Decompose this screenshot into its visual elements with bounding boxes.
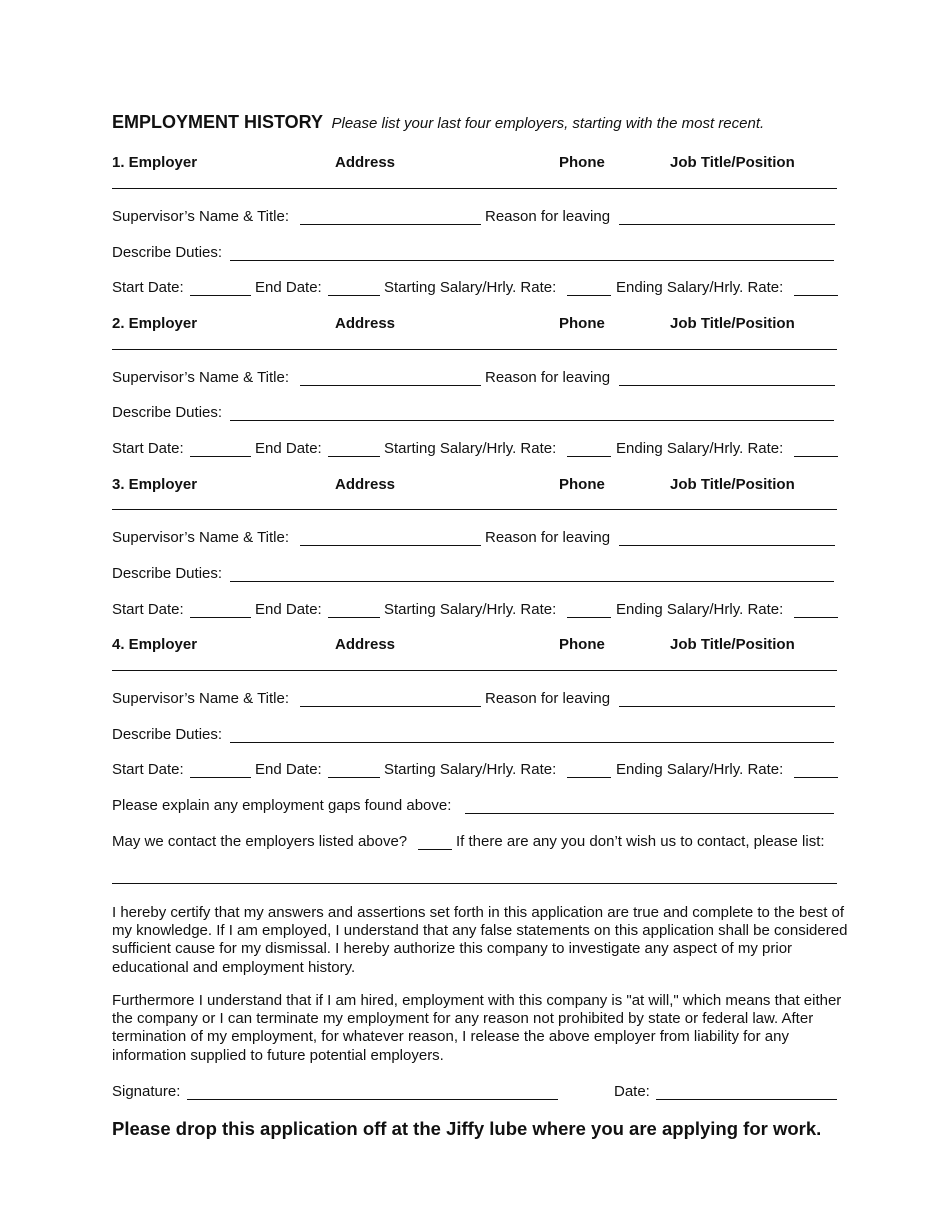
job-title-column-label: Job Title/Position: [670, 476, 795, 493]
form-subtitle: Please list your last four employers, starting with the most recent.: [331, 115, 765, 132]
contact-exceptions-label: If there are any you don’t wish us to contact, please list:: [456, 833, 825, 850]
reason-label: Reason for leaving: [485, 690, 611, 707]
job-title-column-label: Job Title/Position: [670, 154, 795, 171]
supervisor-field[interactable]: [300, 706, 481, 707]
signature-field[interactable]: [187, 1099, 558, 1100]
employer-info-line[interactable]: [112, 509, 837, 510]
start-date-label: Start Date:: [112, 601, 184, 618]
starting-salary-field[interactable]: [567, 617, 611, 618]
supervisor-field[interactable]: [300, 545, 481, 546]
employer-info-line[interactable]: [112, 188, 837, 189]
duties-label: Describe Duties:: [112, 404, 223, 421]
ending-salary-field[interactable]: [794, 295, 838, 296]
duties-field[interactable]: [230, 581, 834, 582]
supervisor-label: Supervisor’s Name & Title:: [112, 690, 290, 707]
ending-salary-field[interactable]: [794, 456, 838, 457]
phone-column-label: Phone: [559, 315, 605, 332]
starting-salary-label: Starting Salary/Hrly. Rate:: [384, 761, 557, 778]
employer-heading: 3. Employer: [112, 476, 198, 493]
duties-field[interactable]: [230, 420, 834, 421]
starting-salary-label: Starting Salary/Hrly. Rate:: [384, 601, 557, 618]
address-column-label: Address: [335, 636, 396, 653]
end-date-field[interactable]: [328, 617, 380, 618]
gaps-field[interactable]: [465, 813, 834, 814]
start-date-field[interactable]: [190, 456, 251, 457]
end-date-field[interactable]: [328, 295, 380, 296]
reason-field[interactable]: [619, 224, 835, 225]
start-date-label: Start Date:: [112, 279, 184, 296]
reason-field[interactable]: [619, 545, 835, 546]
employer-heading: 2. Employer: [112, 315, 198, 332]
at-will-paragraph: Furthermore I understand that if I am hired, employment with this company is "at will," which means that either the company or I can terminate my employment for any reason not prohibited by state or federal law. After termination of my employment, for whatever reason, I release the above employer from liability for any information supplied to future potential employers.: [112, 992, 842, 1064]
employer-info-line[interactable]: [112, 349, 837, 350]
ending-salary-field[interactable]: [794, 777, 838, 778]
starting-salary-field[interactable]: [567, 777, 611, 778]
supervisor-label: Supervisor’s Name & Title:: [112, 208, 290, 225]
date-label: Date:: [614, 1083, 650, 1100]
contact-permission-field[interactable]: [418, 849, 452, 850]
job-title-column-label: Job Title/Position: [670, 315, 795, 332]
supervisor-label: Supervisor’s Name & Title:: [112, 529, 290, 546]
end-date-label: End Date:: [255, 601, 322, 618]
phone-column-label: Phone: [559, 154, 605, 171]
duties-label: Describe Duties:: [112, 565, 223, 582]
job-title-column-label: Job Title/Position: [670, 636, 795, 653]
supervisor-field[interactable]: [300, 385, 481, 386]
contact-exceptions-field[interactable]: [112, 883, 837, 884]
reason-label: Reason for leaving: [485, 369, 611, 386]
employer-heading: 4. Employer: [112, 636, 198, 653]
drop-off-instructions: Please drop this application off at the Jiffy lube where you are applying for work.: [112, 1118, 822, 1139]
address-column-label: Address: [335, 315, 396, 332]
starting-salary-label: Starting Salary/Hrly. Rate:: [384, 279, 557, 296]
start-date-field[interactable]: [190, 617, 251, 618]
employer-info-line[interactable]: [112, 670, 837, 671]
duties-field[interactable]: [230, 742, 834, 743]
contact-label: May we contact the employers listed above?: [112, 833, 408, 850]
ending-salary-label: Ending Salary/Hrly. Rate:: [616, 761, 784, 778]
ending-salary-label: Ending Salary/Hrly. Rate:: [616, 601, 784, 618]
phone-column-label: Phone: [559, 476, 605, 493]
ending-salary-label: Ending Salary/Hrly. Rate:: [616, 279, 784, 296]
ending-salary-label: Ending Salary/Hrly. Rate:: [616, 440, 784, 457]
end-date-label: End Date:: [255, 279, 322, 296]
start-date-label: Start Date:: [112, 761, 184, 778]
certification-paragraph: I hereby certify that my answers and assertions set forth in this application are true and complete to the best of my knowledge. If I am employed, I understand that any false statements on this application shall be considered sufficient cause for my dismissal. I hereby authorize this company to investigate any aspect of my prior educational and employment history.: [112, 904, 848, 976]
gaps-label: Please explain any employment gaps found above:: [112, 797, 452, 814]
phone-column-label: Phone: [559, 636, 605, 653]
signature-label: Signature:: [112, 1083, 181, 1100]
address-column-label: Address: [335, 154, 396, 171]
form-header: [112, 111, 764, 135]
duties-label: Describe Duties:: [112, 726, 223, 743]
supervisor-label: Supervisor’s Name & Title:: [112, 369, 290, 386]
ending-salary-field[interactable]: [794, 617, 838, 618]
end-date-label: End Date:: [255, 440, 322, 457]
date-field[interactable]: [656, 1099, 837, 1100]
starting-salary-label: Starting Salary/Hrly. Rate:: [384, 440, 557, 457]
reason-field[interactable]: [619, 706, 835, 707]
employer-heading: 1. Employer: [112, 154, 198, 171]
address-column-label: Address: [335, 476, 396, 493]
supervisor-field[interactable]: [300, 224, 481, 225]
reason-label: Reason for leaving: [485, 208, 611, 225]
end-date-field[interactable]: [328, 456, 380, 457]
starting-salary-field[interactable]: [567, 295, 611, 296]
start-date-field[interactable]: [190, 777, 251, 778]
reason-field[interactable]: [619, 385, 835, 386]
duties-label: Describe Duties:: [112, 244, 223, 261]
start-date-field[interactable]: [190, 295, 251, 296]
end-date-label: End Date:: [255, 761, 322, 778]
reason-label: Reason for leaving: [485, 529, 611, 546]
start-date-label: Start Date:: [112, 440, 184, 457]
form-title: EMPLOYMENT HISTORY: [112, 112, 324, 132]
starting-salary-field[interactable]: [567, 456, 611, 457]
end-date-field[interactable]: [328, 777, 380, 778]
duties-field[interactable]: [230, 260, 834, 261]
